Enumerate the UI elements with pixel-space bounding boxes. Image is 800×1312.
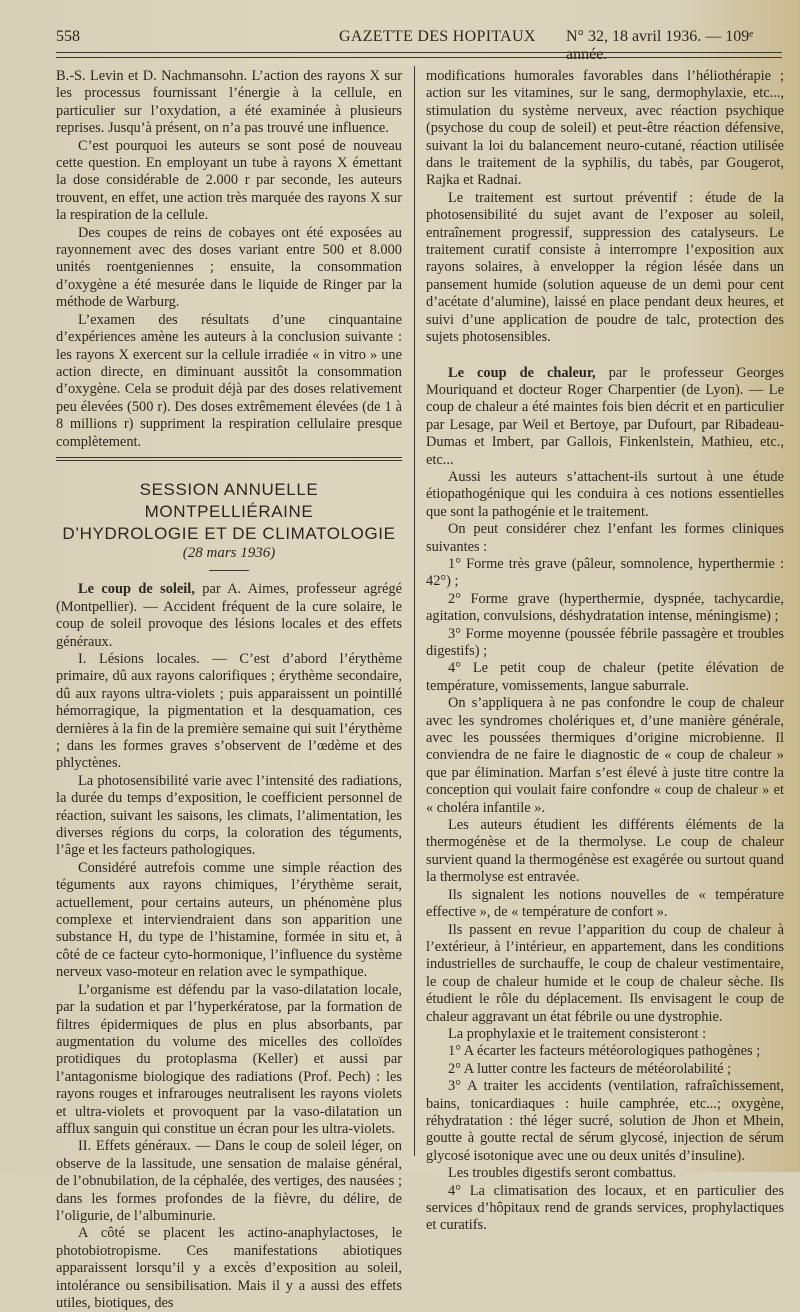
list-item: 4° Le petit coup de chaleur (petite élévation de température, vomissements, langue saburrale. — [426, 660, 784, 694]
paragraph: modifications humorales favorables dans l’héliothérapie ; action sur les vitamines, sur le sang, dermophylaxie, etc..., stimulation du système nerveux, avec réaction psychique (psychose du coup de soleil) et peut-être réaction défensive, suivant la loi du balancement neuro-cutané, réaction utilisée dans le traitement de la syphilis, du tabès, par Gougerot, Rajka et Radnai. — [426, 68, 784, 189]
paragraph: On s’appliquera à ne pas confondre le coup de chaleur avec les syndromes cholériques et, d’une manière générale, avec les poussées thermiques d’origine microbienne. Il conviendra de ne faire le diagnostic de « coup de chaleur » que par élimination. Marfan s’est élevé à juste titre contre la conception qui voulait faire confondre « coup de chaleur » et « choléra infantile ». — [426, 695, 784, 816]
section-rule-thin — [56, 460, 402, 461]
session-title-line-2: D’HYDROLOGIE ET DE CLIMATOLOGIE — [62, 523, 396, 543]
paragraph: B.-S. Levin et D. Nachmansohn. L’action des rayons X sur les processus fournissant l’énergie à la cellule, en particulier sur l’oxydation, a été examinée à plusieurs reprises. Jusqu’à présent, on n’a pas trouvé une influence. — [56, 68, 402, 137]
article-intro — [426, 365, 784, 469]
list-item: 4° La climatisation des locaux, et en particulier des services d’hôpitaux rend de grands services, prophylactiques et curatifs. — [426, 1182, 784, 1234]
article-intro — [56, 581, 402, 651]
short-rule — [209, 570, 249, 571]
session-date: (28 mars 1936) — [182, 544, 276, 561]
paragraph: Des coupes de reins de cobayes ont été exposées au rayonnement avec des doses variant entre 500 et 8.000 unités roentgeniennes ; ensuite, la consommation d’oxygène a été mesurée dans le liquide de Ringer par la méthode de Warburg. — [56, 224, 402, 311]
list-item: 2° A lutter contre les facteurs de météorolabilité ; — [448, 1060, 732, 1077]
paragraph: L’organisme est défendu par la vaso-dilatation locale, par la sudation et par l’hyperkératose, par la formation de filtres épidermiques de plus en plus absorbants, par augmentation du volume des micelles des colloïdes protidiques du protoplasma (Keller) et aussi par l’antagonisme biologique des radiations (Prof. Pech) : les rayons rouges et infrarouges neutralisent les rayons violets et ultra-violets et provoquent par la vaso-dilatation un afflux sanguin qui constitue un écran pour les ultra-violets. — [56, 981, 402, 1137]
paragraph: Les auteurs étudient les différents éléments de la thermogénèse et de la thermolyse. Le coup de chaleur survient quand la thermogénèse est exagérée ou surtout quand la thermolyse est entravée. — [426, 817, 784, 886]
paragraph: L’examen des résultats d’une cinquantaine d’expériences amène les auteurs à la conclusion suivante : les rayons X exercent sur la cellule irradiée « in vitro » une action directe, en diminuant aussitôt la consommation d’oxygène. Cela se produit déjà par des doses relativement peu élevées (500 r). Des doses extrêmement élevées (de 1 à 8 millions r) suppriment la respiration cellulaire presque complètement. — [56, 311, 402, 450]
page-number: 558 — [56, 28, 80, 45]
issue-info: N° 32, 18 avril 1936. — 109ᵉ année. — [566, 28, 754, 63]
paragraph: Le traitement est surtout préventif : étude de la photosensibilité du sujet avant de l’exposer au soleil, entraînement progressif, suppression des catalyseurs. Le traitement curatif consiste à interrompre l’exposition aux rayons solaires, à envelopper la région lésée dans un pansement humide (solution aqueuse de un demi pour cent d’acétate d’alumine), laissé en place pendant deux heures, et suivi d’une application de poudre de talc, protection des sujets photosensibles. — [426, 189, 784, 346]
list-item: 3° Forme moyenne (poussée fébrile passagère et troubles digestifs) ; — [426, 625, 784, 659]
paragraph: Considéré autrefois comme une simple réaction des téguments aux rayons chimiques, l’érythème serait, actuellement, pour certains auteurs, un phénomène plus complexe et interviendraient dans son apparition une substance H, du type de l’histamine, formée in situ et, à côté de ce facteur cyto-hormonique, l’influence du système nerveux vaso-moteur en relation avec le sympathique. — [56, 859, 402, 981]
article-intro-text: par le professeur Georges Mouriquand et docteur Roger Charpentier (de Lyon). — Le coup de chaleur a été maintes fois bien décrit et en particulier par Lesage, par Weil et Bertoye, par Dufourt, par Ribadeau-Dumas et Imbert, par Gallois, Finkenlstein, Mathieu, etc., etc... — [426, 364, 784, 468]
paragraph: La prophylaxie et le traitement consisteront : — [448, 1025, 707, 1042]
paragraph: On peut considérer chez l’enfant les formes cliniques suivantes : — [426, 521, 784, 555]
list-item: 1° A écarter les facteurs météorologiques pathogènes ; — [448, 1043, 761, 1060]
list-item: 1° Forme très grave (pâleur, somnolence, hyperthermie : 42°) ; — [426, 555, 784, 590]
paragraph: A côté se placent les actino-anaphylactoses, le photobiotropisme. Ces manifestations abiotiques apparaissent lorsqu’il y a excès d’exposition au soleil, intolérance ou sensibilisation. Mais il y a aussi des effets utiles, biotiques, des — [56, 1225, 402, 1311]
list-item: 2° Forme grave (hyperthermie, dyspnée, tachycardie, agitation, convulsions, déshydratation intense, méningisme) ; — [426, 590, 784, 625]
column-divider — [414, 66, 415, 1156]
paragraph: II. Effets généraux. — Dans le coup de soleil léger, on observe de la lassitude, une sensation de malaise général, de l’obnubilation, de la céphalée, des vertiges, des nausées ; dans les formes profondes de la fièvre, du délire, de l’oligurie, de l’albuminurie. — [56, 1138, 402, 1224]
paragraph: Les troubles digestifs seront combattus. — [448, 1165, 677, 1182]
paragraph: I. Lésions locales. — C’est d’abord l’érythème primaire, dû aux rayons calorifiques ; érythème secondaire, dû aux rayons ultra-violets ; puis apparaissent un pointillé hémorragique, la pigmentation et la desquamation, ces dernières à la fin de la première semaine qui suit l’érythème ; dans les formes graves s’observent de l’œdème et des phlyctènes. — [56, 650, 402, 772]
article-intro-text: par A. Aimes, professeur agrégé (Montpellier). — Accident fréquent de la cure solaire, le coup de soleil provoque des lésions locales et des effets généraux. — [56, 581, 402, 650]
paragraph: La photosensibilité varie avec l’intensité des radiations, la durée du temps d’exposition, le coefficient personnel de réaction, suivant les saisons, les climats, l’alimentation, les diverses régions du corps, la coloration des téguments, l’âge et les facteurs pathologiques. — [56, 772, 402, 859]
right-column — [426, 68, 784, 1235]
article-title: Le coup de soleil, — [78, 581, 195, 598]
left-column — [56, 68, 402, 1312]
session-title-line-1: SESSION ANNUELLE MONTPELLIÉRAINE — [139, 479, 319, 521]
paragraph: C’est pourquoi les auteurs se sont posé de nouveau cette question. En employant un tube à rayons X émettant la dose considérable de 2.000 r par seconde, les auteurs trouvent, en effet, une action très marquée des rayons X sur la respiration de la cellule. — [56, 137, 402, 224]
paragraph: Ils passent en revue l’apparition du coup de chaleur à l’extérieur, à l’intérieur, en appartement, dans les conditions industrielles de surchauffe, le coup de chaleur vestimentaire, le coup de chaleur humide et le coup de chaleur sèche. Ils étudient le rôle du déplacement. Ils envisagent le coup de chaleur aggravant un état fébrile ou une dystrophie. — [426, 921, 784, 1025]
paragraph: Ils signalent les notions nouvelles de « température effective », de « température de confort ». — [426, 886, 784, 921]
article-title: Le coup de chaleur, — [448, 364, 596, 381]
running-header — [56, 28, 786, 63]
journal-title: GAZETTE DES HOPITAUX — [339, 28, 536, 45]
header-rule-thin — [56, 57, 782, 58]
paragraph: Aussi les auteurs s’attachent-ils surtout à une étude étiopathogénique qui les conduira à ces notions essentielles que sont la pathogénie et le traitement. — [426, 468, 784, 520]
header-rule — [56, 52, 782, 53]
list-item: 3° A traiter les accidents (ventilation, rafraîchissement, bains, tonicardiaques : huile camphrée, etc...; oxygène, réhydratation : thé léger sucré, solution de Jhon et Mhein, goutte à goutte rectal de sérum glycosé, injection de sérum glycosé isotonique avec une ou deux unités d’insuline). — [426, 1078, 784, 1164]
section-rule — [56, 457, 402, 458]
